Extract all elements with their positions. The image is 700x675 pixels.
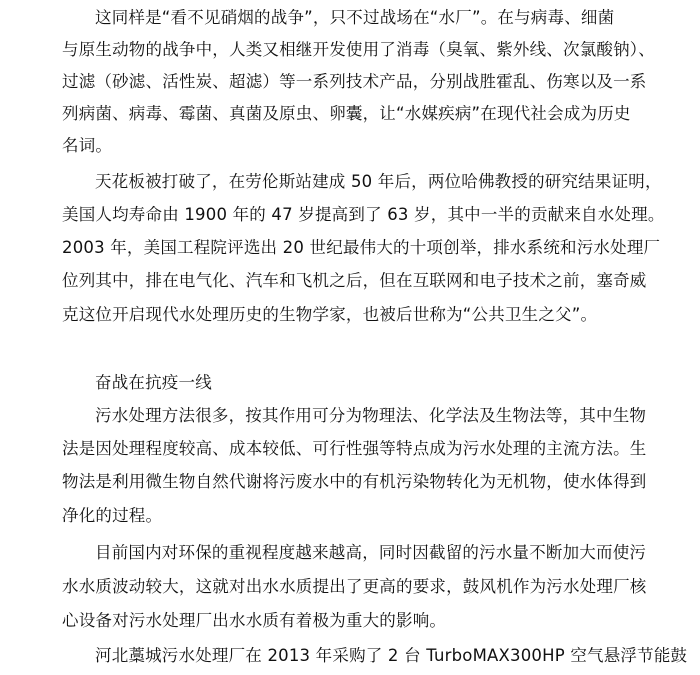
paragraph-3-line-4: 净化的过程。 [62,506,163,525]
paragraph-5-line-1: 河北藁城污水处理厂在 2013 年采购了 2 台 TurboMAX300HP 空气悬浮节能鼓 [95,646,688,665]
paragraph-1-line-4: 列病菌、病毒、霉菌、真菌及原虫、卵囊，让“水媒疾病”在现代社会成为历史 [62,104,631,123]
paragraph-3-line-2: 法是因处理程度较高、成本较低、可行性强等特点成为污水处理的主流方法。生 [62,439,647,458]
paragraph-1-line-5: 名词。 [62,136,113,155]
paragraph-1-line-1: 这同样是“看不见硝烟的战争”，只不过战场在“水厂”。在与病毒、细菌 [95,8,615,27]
paragraph-2-line-1: 天花板被打破了，在劳伦斯站建成 50 年后，两位哈佛教授的研究结果证明， [95,172,662,191]
paragraph-2-line-5: 克这位开启现代水处理历史的生物学家，也被后世称为“公共卫生之父”。 [62,305,598,324]
paragraph-2-line-2: 美国人均寿命由 1900 年的 47 岁提高到了 63 岁，其中一半的贡献来自水处理。 [62,205,665,224]
section-heading: 奋战在抗疫一线 [95,373,212,392]
paragraph-1-line-2: 与原生动物的战争中，人类又相继开发使用了消毒（臭氧、紫外线、次氯酸钠）、 [62,40,655,59]
paragraph-4-line-1: 目前国内对环保的重视程度越来越高，同时因截留的污水量不断加大而使污 [95,543,647,562]
paragraph-2-line-4: 位列其中，排在电气化、汽车和飞机之后，但在互联网和电子技术之前，塞奇威 [62,271,647,290]
paragraph-2-line-3: 2003 年，美国工程院评选出 20 世纪最伟大的十项创举，排水系统和污水处理厂 [62,238,661,257]
paragraph-3-line-1: 污水处理方法很多，按其作用可分为物理法、化学法及生物法等，其中生物 [95,406,647,425]
paragraph-3-line-3: 物法是利用微生物自然代谢将污废水中的有机污染物转化为无机物，使水体得到 [62,472,647,491]
paragraph-4-line-2: 水水质波动较大，这就对出水水质提出了更高的要求，鼓风机作为污水处理厂核 [62,577,647,596]
paragraph-4-line-3: 心设备对污水处理厂出水水质有着极为重大的影响。 [62,611,447,630]
paragraph-1-line-3: 过滤（砂滤、活性炭、超滤）等一系列技术产品，分别战胜霍乱、伤寒以及一系 [62,72,647,91]
